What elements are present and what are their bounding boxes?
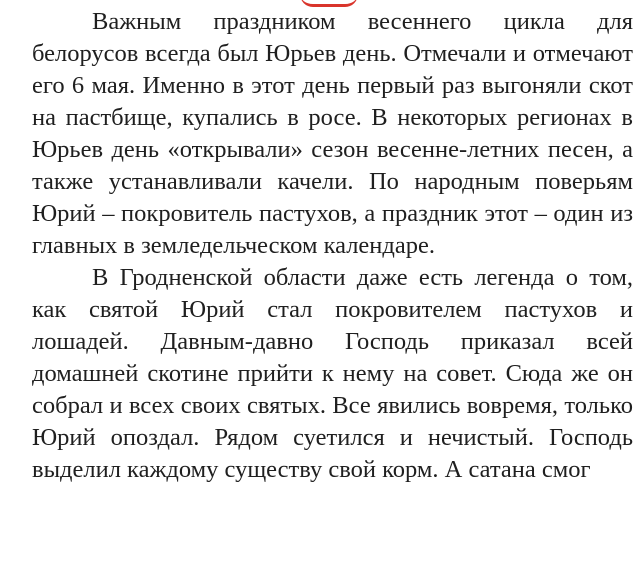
red-decoration [300, 0, 358, 7]
paragraph-1: Важным праздником весеннего цикла для белорусов всегда был Юрьев день. Отмечали и отмечают его 6 мая. Именно в этот день первый раз выгоняли скот на пастбище, купались в росе. В некоторых регионах в Юрьев день «открывали» сезон весенне-летних песен, а также устанавливали качели. По народным поверьям Юрий – покровитель пастухов, а праздник этот – один из главных в земледельческом календаре. [32, 8, 633, 259]
paragraph-2: В Гродненской области даже есть легенда о том, как святой Юрий стал покровителем пастухов и лошадей. Давным-давно Господь приказал всей домашней скотине прийти к нему на совет. Сюда же он собрал и всех своих святых. Все явились вовремя, только Юрий опоздал. Рядом суетился и нечистый. Господь выделил каждому существу свой корм. А сатана смог [32, 264, 633, 483]
